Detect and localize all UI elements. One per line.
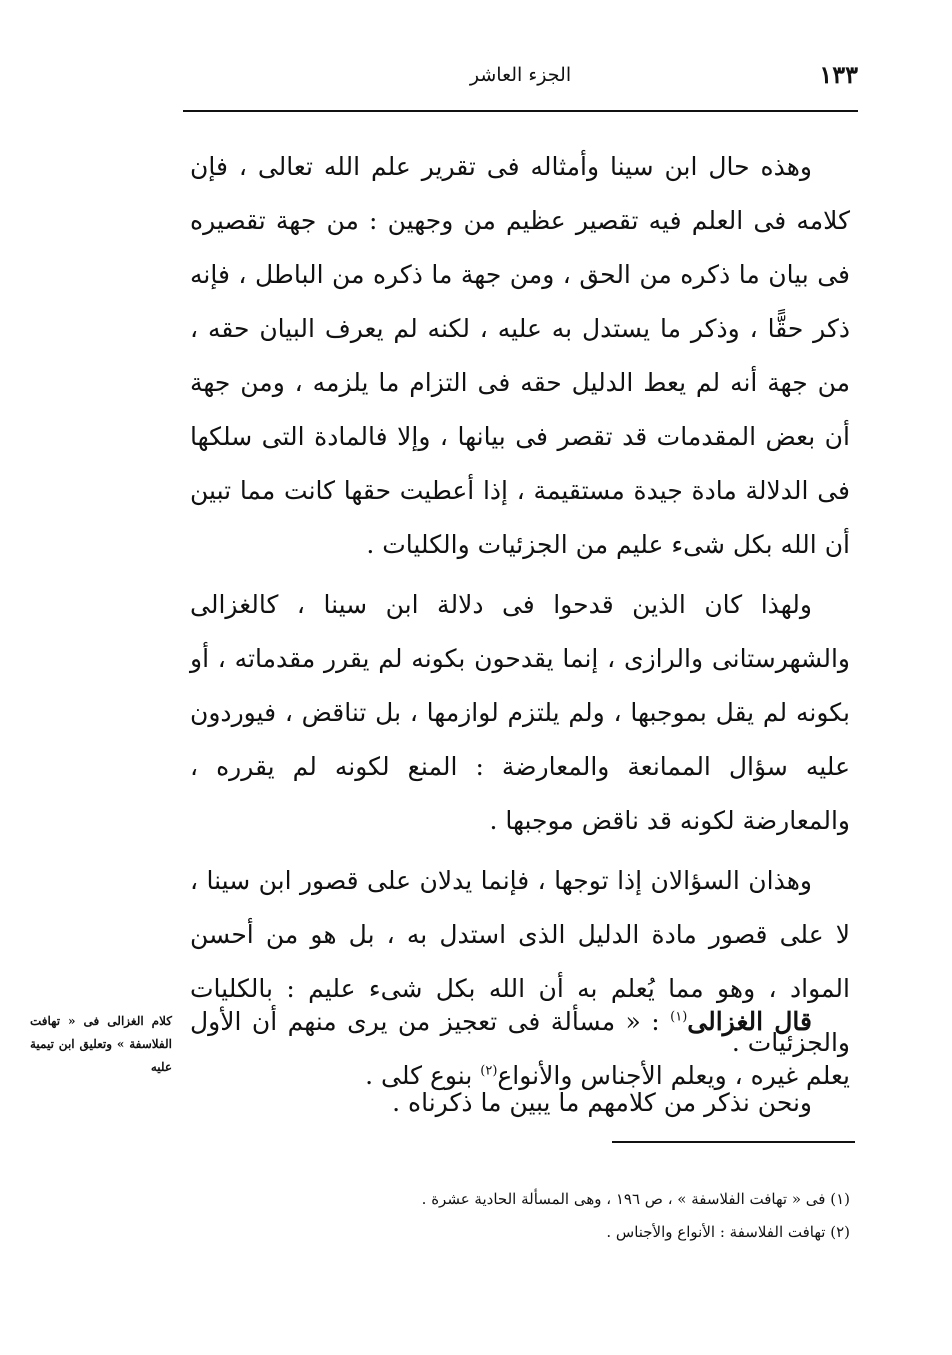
paragraph-2: ولهذا كان الذين قدحوا فى دلالة ابن سينا ، كالغزالى والشهرستانى والرازى ، إنما يقدحون بكونه لم يقرر مقدماته ، أو بكونه لم يقل بموجبها ، ولم يلتزم لوازمها ، بل تناقض ، فيوردون عليه سؤال الممانعة والمعارضة : المنع لكونه لم يقرره ، والمعارضة لكونه قد ناقض موجبها . (190, 590, 850, 835)
header-rule (183, 110, 858, 112)
margin-note: كلام الغزالى فى « تهافت الفلاسفة » وتعليق ابن تيمية عليه (30, 1014, 172, 1074)
body-text (190, 140, 850, 1130)
quote-author: قال الغزالى (687, 1007, 812, 1036)
paragraph-1: وهذه حال ابن سينا وأمثاله فى تقرير علم الله تعالى ، فإن كلامه فى العلم فيه تقصير عظيم من وجهين : من جهة تقصيره فى بيان ما ذكره من الحق ، ومن جهة ما ذكره من الباطل ، فإنه ذكر حقًّا ، وذكر ما يستدل به عليه ، لكنه لم يعرف البيان حقه ، من جهة أنه لم يعط الدليل حقه فى التزام ما يلزمه ، ومن جهة أن بعض المقدمات قد تقصر فى بيانها ، وإلا فالمادة التى سلكها فى الدلالة مادة جيدة مستقيمة ، إذا أعطيت حقها كانت مما تبين أن الله بكل شىء عليم من الجزئيات والكليات . (190, 152, 850, 559)
page-header (183, 60, 858, 108)
ghazali-quote (190, 995, 850, 1103)
footnotes (330, 1183, 850, 1249)
running-title: الجزء العاشر (469, 64, 572, 86)
paragraph-3: وهذان السؤالان إذا توجها ، فإنما يدلان على قصور ابن سينا ، لا على قصور مادة الدليل الذى استدل به ، بل هو من أحسن المواد ، وهو مما يُعلم به أن الله بكل شىء عليم : بالكليات والجزئيات . (190, 866, 850, 1057)
paragraph-4: ونحن نذكر من كلامهم ما يبين ما ذكرناه . (392, 1088, 812, 1117)
footnote-2: (٢) تهافت الفلاسفة : الأنواع والأجناس . (606, 1223, 850, 1241)
quote-text-part2: بنوع كلى . (365, 1061, 481, 1090)
footnote-ref-1: (١) (670, 1009, 688, 1025)
footnote-rule (612, 1141, 855, 1143)
page-number: ١٣٣ (819, 60, 858, 89)
footnote-1: (١) فى « تهافت الفلاسفة » ، ص ١٩٦ ، وهى المسألة الحادية عشرة . (421, 1190, 850, 1208)
quote-text-part1: : « مسألة فى تعجيز من يرى منهم أن الأول يعلم غيره ، ويعلم الأجناس والأنواع (190, 1007, 850, 1090)
footnote-ref-2: (٢) (480, 1063, 498, 1079)
